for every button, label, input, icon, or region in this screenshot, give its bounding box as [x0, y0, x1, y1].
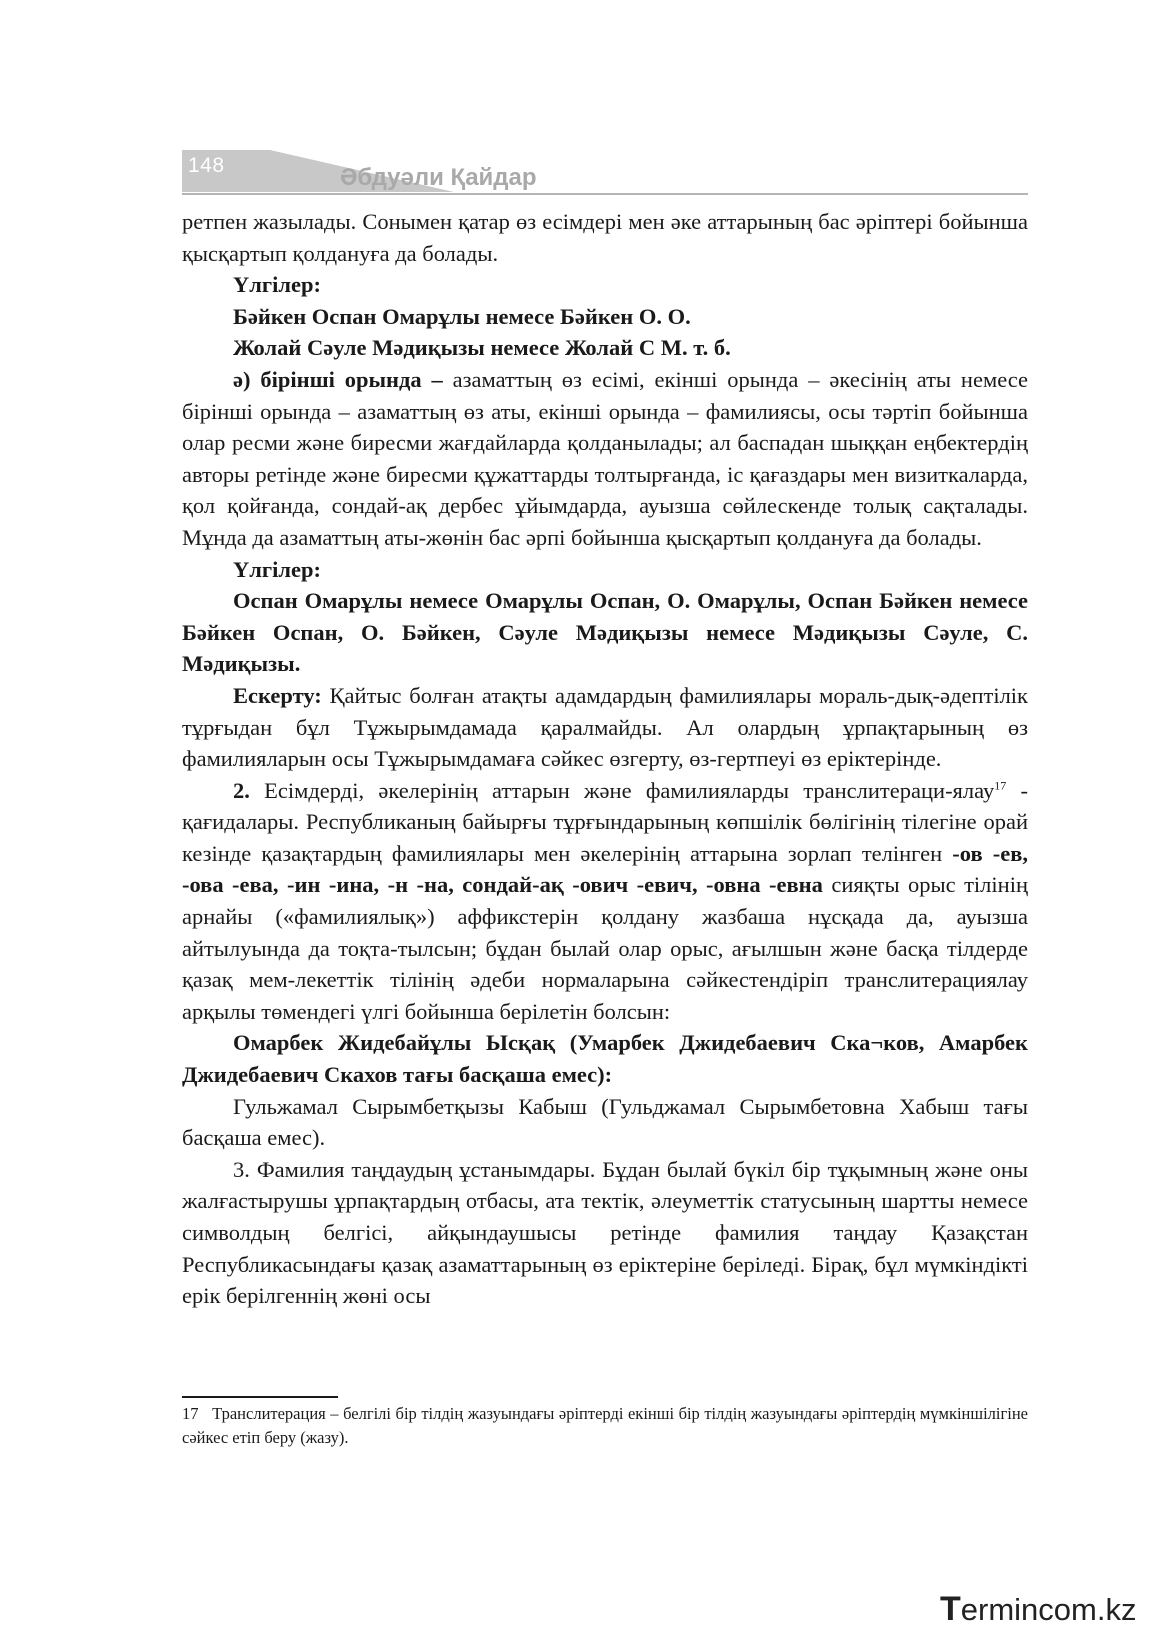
- watermark-suffix: m.kz: [1071, 1592, 1137, 1627]
- footnote: [182, 1402, 1028, 1450]
- page-header: [182, 150, 1028, 196]
- example-line-1: Бәйкен Оспан Омарұлы немесе Бәйкен О. О.: [233, 303, 691, 329]
- footnote-ref: 17: [994, 778, 1007, 793]
- footnote-number: 17: [182, 1404, 199, 1423]
- note-text: Қайтыс болған атақты адамдардың фамилиялары мораль-дық-әдептілік тұрғыдан бұл Тұжырымдамада қаралмайды. Ал олардың ұрпақтарының өз фамилияларын осы Тұжырымдамаға сәйкес өзгерту, өз-гертпеуі өз еріктерінде.: [182, 682, 1028, 772]
- note-label: Ескерту:: [233, 682, 322, 708]
- terminkom-watermark: [940, 1590, 1150, 1630]
- paragraph-2-number: 2.: [233, 777, 250, 803]
- running-head-author: Әбдуәли Қайдар: [340, 164, 537, 191]
- paragraph-2: [182, 775, 1028, 1028]
- paragraph-2-text-b: - қағидалары. Республиканың байырғы тұрғындарының көпшілік бөлігінің тілегіне орай кезінде қазақтардың фамилиялары мен әкелерінің аттарына зорлап телінген: [182, 777, 1028, 866]
- example-name-1: Омарбек Жидебайұлы Ысқақ (Умарбек Джидебаевич Ска¬ков, Амарбек Джидебаевич Скахов тағы басқаша емес):: [182, 1030, 1028, 1088]
- examples-heading-2: Үлгілер:: [233, 556, 321, 582]
- footnote-rule: [182, 1396, 338, 1398]
- watermark-t-letter: T: [940, 1590, 961, 1628]
- page-body: [182, 206, 1028, 1312]
- paragraph-a-text: азаматтың өз есімі, екінші орында – әкесінің аты немесе бірінші орында – азаматтың өз аты, екінші орында – фамилиясы, осы тәртіп бойынша олар ресми және биресми жағдайларда қолданылады; ал баспадан шыққан еңбектердің авторы ретінде және биресми құжаттарды толтырғанда, іс қағаздары мен визиткаларда, қол қойғанда, сондай-ақ дербес ұйымдарда, ауызша сөйлескенде толық сақталады. Мұнда да азаматтың аты-жөнін бас әрпі бойынша қысқартып қолдануға да болады.: [182, 366, 1028, 550]
- watermark-o-icon: o: [1053, 1592, 1072, 1627]
- paragraph-a-lead: ә) бірінші орында –: [233, 366, 443, 392]
- example-name-2: Гульжамал Сырымбетқызы Кабыш (Гульджамал Сырымбетовна Хабыш тағы басқаша емес).: [182, 1093, 1028, 1151]
- paragraph-1: ретпен жазылады. Сонымен қатар өз есімдері мен әке аттарының бас әріптері бойынша қысқартып қолдануға да болады.: [182, 209, 1028, 266]
- header-rule: [182, 193, 1028, 195]
- paragraph-2-text-c: сияқты орыс тілінің арнайы («фамилиялық») аффикстерін қолдану жазбаша нұсқада да, ауызша айтылуында да тоқта-тылсын; бұдан былай олар орыс, ағылшын және басқа тілдерде қазақ мем-лекеттік тілінің әдеби нормаларына сәйкестендіріп транслитерациялау арқылы төмендегі үлгі бойынша берілетін болсын:: [182, 872, 1028, 1024]
- paragraph-2-suffixes: -ов -ев, -ова -ева, -ин -ина, -н -на, сондай-ақ -ович -евич, -овна -евна: [182, 840, 1028, 898]
- example-block: Оспан Омарұлы немесе Омарұлы Оспан, О. Омарұлы, Оспан Бәйкен немесе Бәйкен Оспан, О. Бәйкен, Сәуле Мәдиқызы немесе Мәдиқызы Сәуле, С. Мәдиқызы.: [182, 588, 1028, 677]
- paragraph-2-text-a: Есімдерді, әкелерінің аттарын және фамилияларды транслитераци-ялау: [249, 777, 995, 803]
- page-number: 148: [188, 154, 225, 177]
- example-line-2: Жолай Сәуле Мәдиқызы немесе Жолай С М. т. б.: [233, 335, 731, 361]
- note-paragraph: [182, 680, 1028, 775]
- paragraph-3: 3. Фамилия таңдаудың ұстанымдары. Бұдан былай бүкіл бір тұқымның және оны жалғастырушы ұрпақтардың отбасы, ата тектік, әлеуметтік статусының шартты немесе символдың белгісі, айқындаушысы ретінде фамилия таңдау Қазақстан Республикасындағы қазақ азаматтарының өз еріктеріне беріледі. Бірақ, бұл мүмкіндікті ерік берілгеннің жөні осы: [182, 1156, 1028, 1309]
- watermark-text: erminc: [960, 1592, 1054, 1627]
- examples-heading-1: Үлгілер:: [233, 272, 321, 298]
- footnote-text: Транслитерация – белгілі бір тілдің жазуындағы әріптерді екінші бір тілдің жазуындағы әріптердің мүмкіншілігіне сәйкес етіп беру (жазу).: [182, 1404, 1029, 1447]
- paragraph-a: [182, 364, 1028, 554]
